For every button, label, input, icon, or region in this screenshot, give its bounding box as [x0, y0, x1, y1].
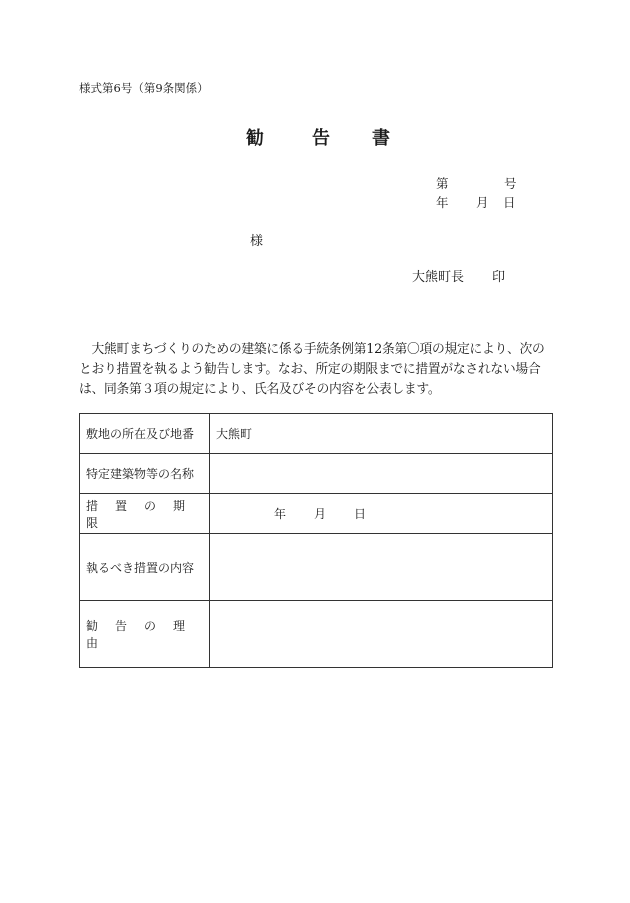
year-label: 年: [436, 195, 449, 210]
recommendation-table: [79, 413, 553, 668]
issuer-line: [412, 266, 505, 285]
measures-label: 執るべき措置の内容: [80, 534, 210, 601]
title-char-3: 書: [372, 128, 390, 149]
table-row: [80, 494, 553, 534]
seal-mark: 印: [492, 270, 506, 285]
body-paragraph: 大熊町まちづくりのための建築に係る手続条例第12条第〇項の規定により、次のとおり措置を執るよう勧告します。なお、所定の期限までに措置がなされない場合は、同条第３項の規定により、氏名及びその内容を公表します。: [79, 342, 545, 397]
day-label: 日: [503, 195, 516, 210]
site-location-label: 敷地の所在及び地番: [80, 414, 210, 454]
site-location-value: 大熊町: [210, 414, 553, 454]
measures-value: [210, 534, 553, 601]
building-name-value: [210, 454, 553, 494]
form-number: 様式第6号（第9条関係）: [79, 81, 209, 95]
table-row: [80, 454, 553, 494]
deadline-day: 日: [354, 507, 367, 521]
deadline-year: 年: [274, 507, 287, 521]
deadline-month: 月: [314, 507, 327, 521]
reason-label: 勧告の理由: [80, 601, 210, 668]
table-row: [80, 601, 553, 668]
deadline-value: [210, 494, 553, 534]
title-char-1: 勧: [246, 128, 264, 149]
issue-date-line: [436, 193, 516, 211]
deadline-label: 措置の期限: [80, 494, 210, 534]
month-label: 月: [476, 195, 489, 210]
document-number-line: [436, 174, 517, 192]
number-suffix: 号: [504, 176, 517, 191]
table-row: [80, 534, 553, 601]
building-name-label: 特定建築物等の名称: [80, 454, 210, 494]
recipient-line: 様: [250, 234, 264, 249]
table-row: [80, 414, 553, 454]
reason-value: [210, 601, 553, 668]
issuer-name: 大熊町長: [412, 270, 465, 285]
title-char-2: 告: [312, 128, 330, 149]
document-title: [246, 124, 390, 150]
number-prefix: 第: [436, 176, 449, 191]
